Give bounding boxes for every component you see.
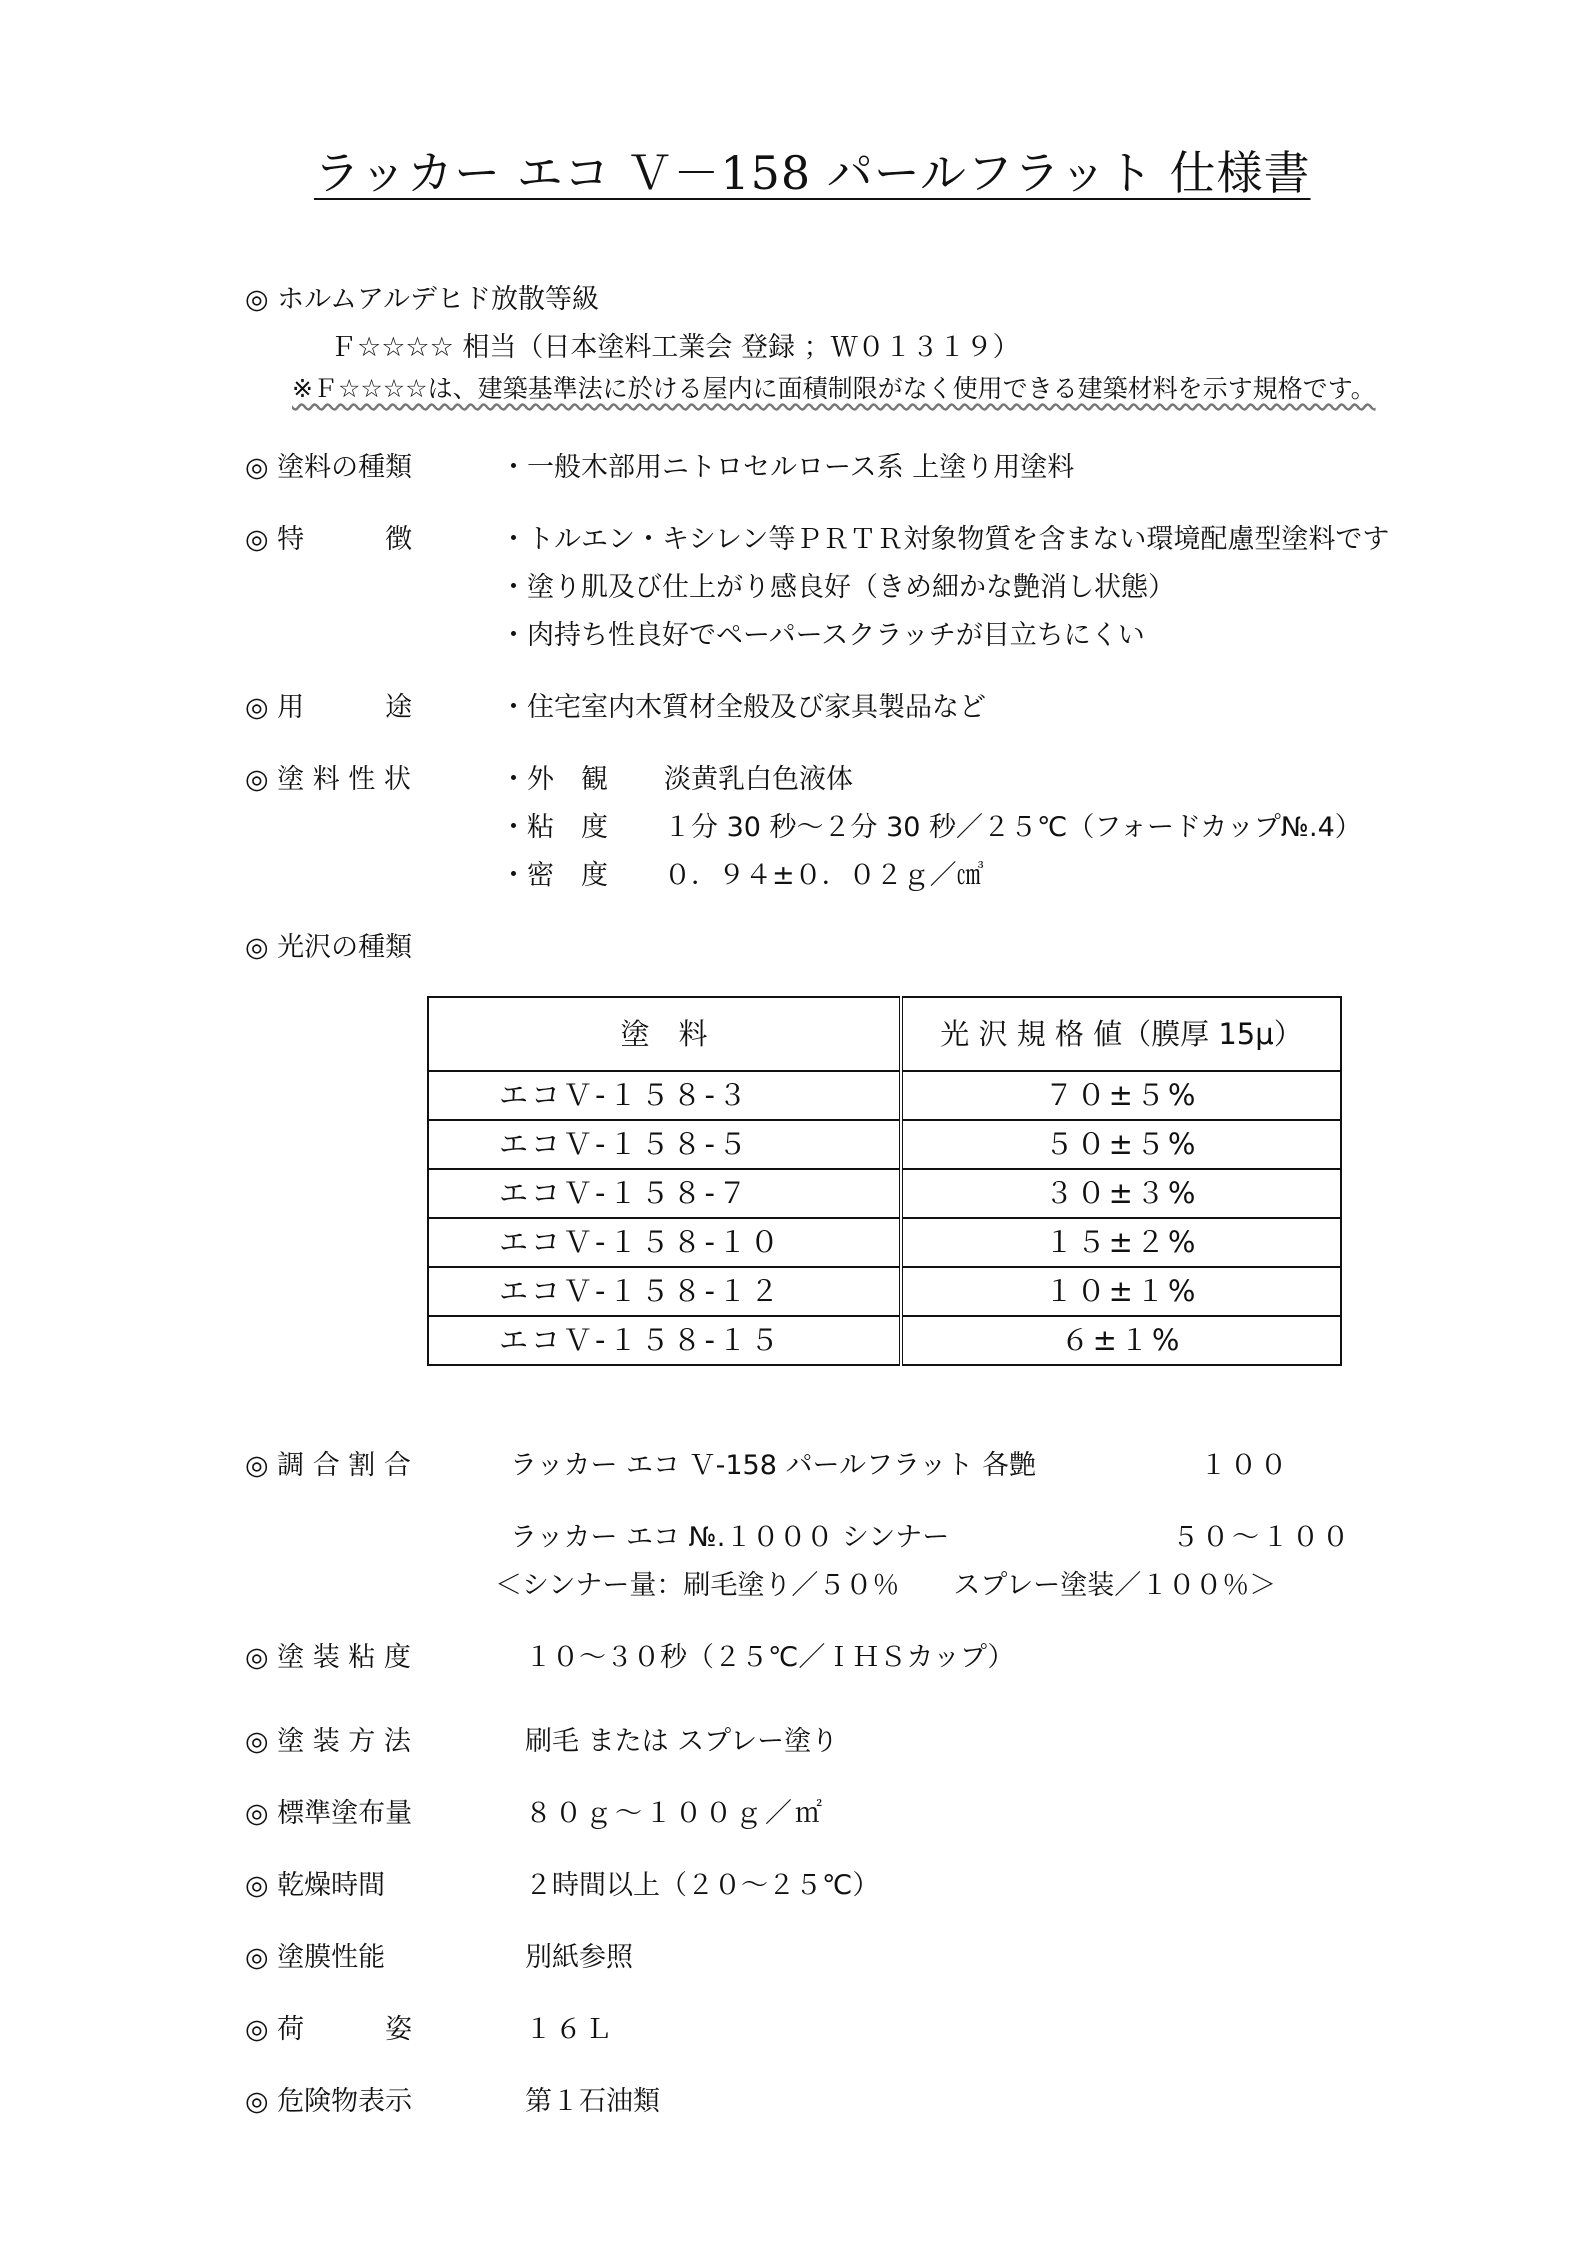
mix-line1-name: ラッカー エコ Ｖ-158 パールフラット 各艶 bbox=[510, 1450, 1036, 1481]
column-header: 光 沢 規 格 値（膜厚 15μ） bbox=[901, 997, 1341, 1071]
table-header-row bbox=[428, 997, 1341, 1071]
drying-label: ◎ 乾燥時間 bbox=[245, 1870, 386, 1901]
table-cell: エコＶ-１５８-５ bbox=[428, 1120, 901, 1169]
feature-item: ・肉持ち性良好でペーパースクラッチが目立ちにくい bbox=[500, 620, 1145, 651]
table-row bbox=[428, 1071, 1341, 1120]
coating-method-value: 刷毛 または スプレー塗り bbox=[525, 1726, 839, 1757]
table-cell: ７０±５% bbox=[901, 1071, 1341, 1120]
package-label: ◎ 荷 姿 bbox=[245, 2014, 413, 2045]
table-row bbox=[428, 1169, 1341, 1218]
table-cell: ６±１% bbox=[901, 1316, 1341, 1365]
feature-item: ・塗り肌及び仕上がり感良好（きめ細かな艶消し状態） bbox=[500, 572, 1175, 603]
usage-label: ◎ 用 途 bbox=[245, 692, 413, 723]
coverage-value: ８０ｇ～１００ｇ／㎡ bbox=[525, 1798, 825, 1829]
table-row bbox=[428, 1267, 1341, 1316]
property-name: ・外 観 bbox=[500, 764, 608, 795]
table-cell: １５±２% bbox=[901, 1218, 1341, 1267]
table-cell: ５０±５% bbox=[901, 1120, 1341, 1169]
table-cell: エコＶ-１５８-３ bbox=[428, 1071, 901, 1120]
page-title: ラッカー エコ Ｖ－158 パールフラット 仕様書 bbox=[314, 146, 1311, 200]
features-label: ◎ 特 徴 bbox=[245, 524, 413, 555]
feature-item: ・トルエン・キシレン等ＰＲＴＲ対象物質を含まない環境配慮型塗料です bbox=[500, 524, 1390, 555]
mix-line1-value: １００ bbox=[1200, 1450, 1290, 1481]
coverage-label: ◎ 標準塗布量 bbox=[245, 1798, 413, 1829]
usage-value: ・住宅室内木質材全般及び家具製品など bbox=[500, 692, 986, 723]
table-cell: エコＶ-１５８-１０ bbox=[428, 1218, 901, 1267]
table-row bbox=[428, 1316, 1341, 1365]
table-cell: エコＶ-１５８-１５ bbox=[428, 1316, 901, 1365]
hazard-label: ◎ 危険物表示 bbox=[245, 2086, 413, 2117]
formaldehyde-grade: Ｆ☆☆☆☆ 相当（日本塗料工業会 登録 ；Ｗ０１３１９） bbox=[330, 332, 1020, 363]
film-label: ◎ 塗膜性能 bbox=[245, 1942, 386, 1973]
thinner-note: ＜シンナー量：刷毛塗り／５０％ スプレー塗装／１００％＞ bbox=[495, 1570, 1277, 1601]
table-cell: １０±１% bbox=[901, 1267, 1341, 1316]
drying-value: ２時間以上（２０～２５℃） bbox=[525, 1870, 880, 1901]
coating-viscosity-label: ◎ 塗 装 粘 度 bbox=[245, 1642, 411, 1673]
property-name: ・粘 度 bbox=[500, 812, 608, 843]
table-cell: エコＶ-１５８-７ bbox=[428, 1169, 901, 1218]
package-value: １６Ｌ bbox=[525, 2014, 615, 2045]
column-header: 塗 料 bbox=[428, 997, 901, 1071]
film-value: 別紙参照 bbox=[525, 1942, 633, 1973]
table-cell: エコＶ-１５８-１２ bbox=[428, 1267, 901, 1316]
formaldehyde-label: ◎ ホルムアルデヒド放散等級 bbox=[245, 284, 599, 315]
property-value: 淡黄乳白色液体 bbox=[664, 764, 853, 795]
property-name: ・密 度 bbox=[500, 860, 608, 891]
mix-line2-value: ５０～１００ bbox=[1172, 1522, 1352, 1553]
mix-label: ◎ 調 合 割 合 bbox=[245, 1450, 411, 1481]
properties-label: ◎ 塗 料 性 状 bbox=[245, 764, 411, 795]
mix-line2-name: ラッカー エコ №.１０００ シンナー bbox=[510, 1522, 950, 1553]
paint-type-label: ◎ 塗料の種類 bbox=[245, 452, 413, 483]
gloss-table bbox=[427, 996, 1342, 1366]
property-value: ０．９４±０．０２ｇ／㎤ bbox=[664, 860, 984, 891]
table-row bbox=[428, 1120, 1341, 1169]
coating-method-label: ◎ 塗 装 方 法 bbox=[245, 1726, 411, 1757]
property-value: １分 30 秒～２分 30 秒／２５℃（フォードカップ№.4） bbox=[664, 812, 1362, 843]
coating-viscosity-value: １０～３０秒（２５℃／ＩＨＳカップ） bbox=[525, 1642, 1015, 1673]
table-row bbox=[428, 1218, 1341, 1267]
paint-type-value: ・一般木部用ニトロセルロース系 上塗り用塗料 bbox=[500, 452, 1075, 483]
gloss-label: ◎ 光沢の種類 bbox=[245, 932, 413, 963]
hazard-value: 第１石油類 bbox=[525, 2086, 660, 2117]
table-cell: ３０±３% bbox=[901, 1169, 1341, 1218]
formaldehyde-note: ※Ｆ☆☆☆☆は、建築基準法に於ける屋内に面積制限がなく使用できる建築材料を示す規格です。 bbox=[292, 374, 1376, 403]
